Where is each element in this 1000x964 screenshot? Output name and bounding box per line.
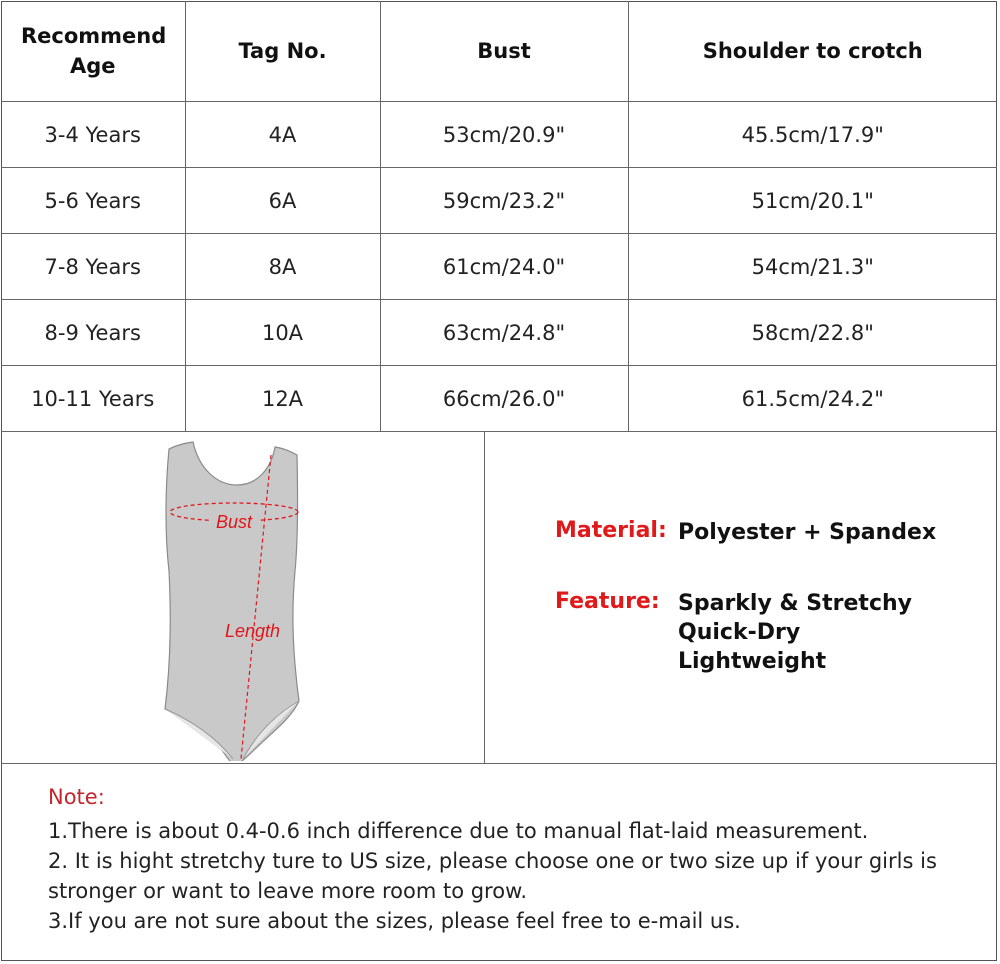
table-row — [1, 300, 997, 366]
cell-age: 7-8 Years — [1, 234, 185, 300]
note-item: 2. It is hight stretchy ture to US size, please choose one or two size up if your girls is stronger or want to leave more room to grow. — [48, 849, 937, 903]
section-divider — [484, 431, 485, 763]
cell-length: 54cm/21.3" — [628, 234, 997, 300]
cell-bust: 53cm/20.9" — [380, 102, 628, 168]
cell-age: 10-11 Years — [1, 366, 185, 432]
cell-age: 3-4 Years — [1, 102, 185, 168]
note-title: Note: — [48, 785, 105, 809]
feature-item: Lightweight — [678, 649, 827, 674]
cell-bust: 61cm/24.0" — [380, 234, 628, 300]
feature-values — [678, 589, 912, 676]
table-header-row — [1, 1, 997, 102]
cell-length: 61.5cm/24.2" — [628, 366, 997, 432]
cell-tag: 4A — [185, 102, 380, 168]
material-value: Polyester + Spandex — [678, 520, 937, 545]
cell-length: 51cm/20.1" — [628, 168, 997, 234]
header-shoulder-to-crotch: Shoulder to crotch — [628, 1, 997, 102]
cell-tag: 6A — [185, 168, 380, 234]
material-label: Material: — [555, 518, 667, 543]
cell-bust: 66cm/26.0" — [380, 366, 628, 432]
feature-item: Quick-Dry — [678, 620, 801, 645]
cell-age: 8-9 Years — [1, 300, 185, 366]
table-row — [1, 366, 997, 432]
leotard-silhouette — [165, 442, 299, 761]
cell-length: 45.5cm/17.9" — [628, 102, 997, 168]
notes-section — [48, 782, 978, 936]
cell-bust: 59cm/23.2" — [380, 168, 628, 234]
cell-age: 5-6 Years — [1, 168, 185, 234]
cell-length: 58cm/22.8" — [628, 300, 997, 366]
leotard-diagram — [151, 441, 321, 761]
length-label: Length — [225, 621, 281, 641]
table-row — [1, 234, 997, 300]
cell-tag: 10A — [185, 300, 380, 366]
table-row — [1, 168, 997, 234]
feature-item: Sparkly & Stretchy — [678, 591, 912, 616]
table-row — [1, 102, 997, 168]
cell-tag: 8A — [185, 234, 380, 300]
cell-tag: 12A — [185, 366, 380, 432]
note-item: 1.There is about 0.4-0.6 inch difference due to manual flat-laid measurement. — [48, 819, 869, 843]
feature-label: Feature: — [555, 589, 660, 614]
cell-bust: 63cm/24.8" — [380, 300, 628, 366]
bust-label: Bust — [216, 512, 253, 532]
note-item: 3.If you are not sure about the sizes, please feel free to e-mail us. — [48, 909, 741, 933]
size-chart-table — [1, 1, 997, 432]
header-recommend-age: Recommend Age — [1, 1, 185, 102]
header-tag-no: Tag No. — [185, 1, 380, 102]
header-bust: Bust — [380, 1, 628, 102]
